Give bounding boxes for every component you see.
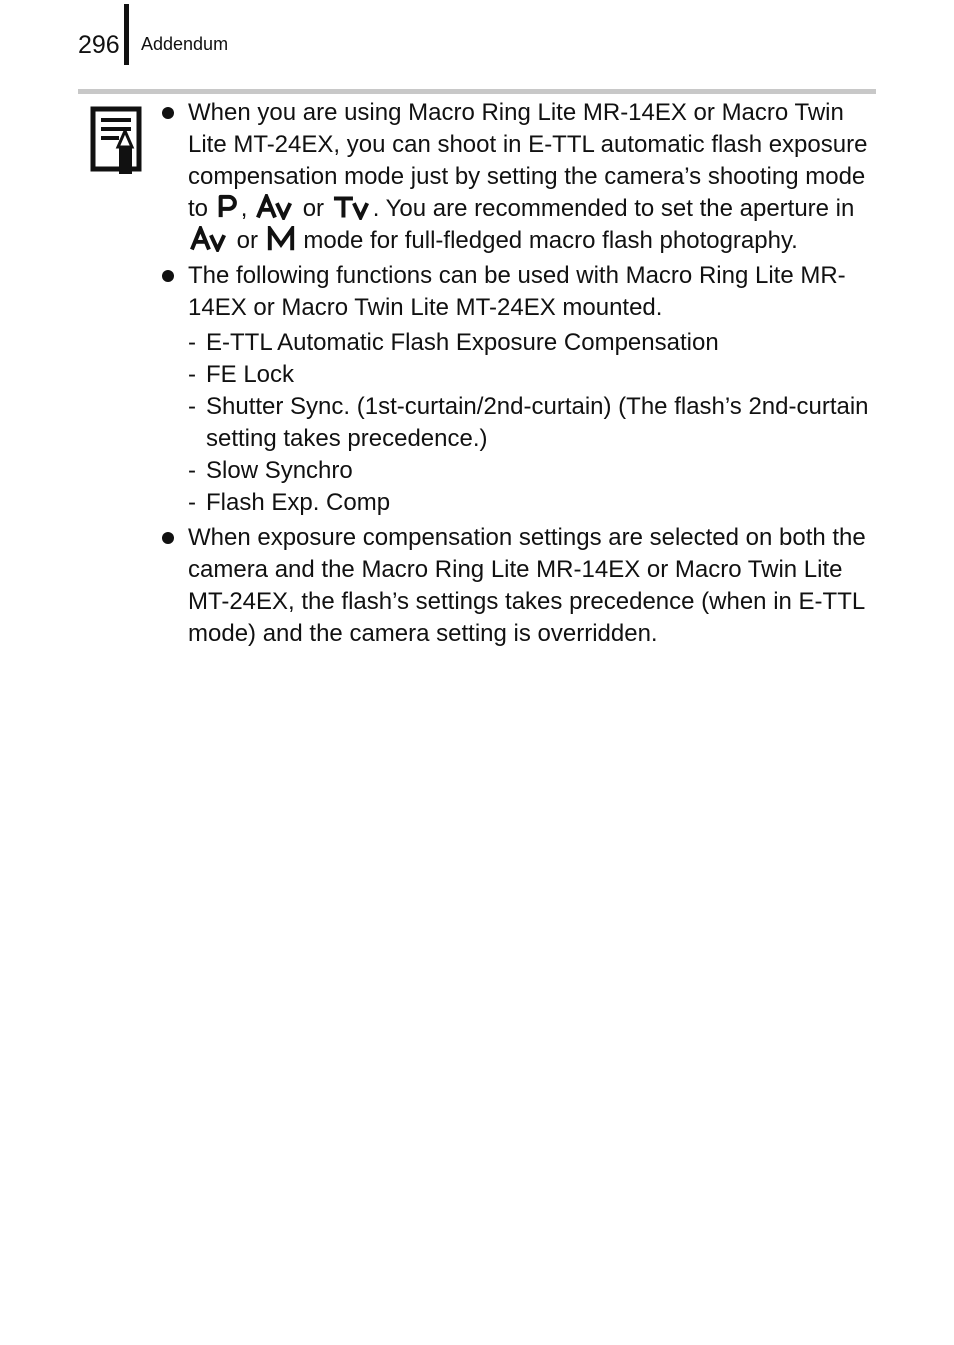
bullet-text: or bbox=[230, 227, 265, 254]
top-rule bbox=[78, 89, 876, 94]
list-item bbox=[162, 455, 874, 487]
header-divider bbox=[124, 4, 129, 65]
bullet-dot bbox=[162, 270, 174, 282]
bullet-text: The following functions can be used with Macro Ring Lite MR-14EX or Macro Twin Lite MT-24EX mounted. bbox=[188, 262, 846, 321]
list-item-text: Shutter Sync. (1st-curtain/2nd-curtain) (The flash’s 2nd-curtain setting takes precedence.) bbox=[206, 393, 869, 452]
page-header bbox=[0, 0, 954, 70]
mode-av-icon bbox=[256, 194, 294, 220]
bullet-dot bbox=[162, 107, 174, 119]
list-item bbox=[162, 487, 874, 519]
note-bullet bbox=[162, 97, 874, 257]
memo-pencil-icon bbox=[90, 104, 146, 176]
list-item bbox=[162, 327, 874, 359]
mode-p-icon bbox=[217, 194, 239, 220]
mode-av-icon bbox=[190, 226, 228, 252]
bullet-text: When exposure compensation settings are selected on both the camera and the Macro Ring Lite MR-14EX or Macro Twin Lite MT-24EX, the flash’s settings takes precedence (when in E-TTL mode) and the camera setting is overridden. bbox=[188, 524, 866, 647]
bullet-text: or bbox=[296, 195, 331, 222]
mode-m-icon bbox=[267, 226, 295, 252]
mode-tv-icon bbox=[333, 194, 371, 220]
dash: - bbox=[188, 489, 196, 516]
bullet-text: When you are using Macro Ring Lite MR-14EX or Macro Twin Lite MT-24EX, you can shoot in E-TTL automatic flash exposure compensation mode just by setting the camera’s shooting mode to bbox=[188, 99, 868, 222]
function-list bbox=[188, 327, 874, 519]
section-title: Addendum bbox=[141, 34, 229, 54]
list-item-text: FE Lock bbox=[206, 361, 295, 388]
list-item bbox=[162, 391, 874, 455]
dash: - bbox=[188, 329, 196, 356]
list-item-text: E-TTL Automatic Flash Exposure Compensation bbox=[206, 329, 719, 356]
list-item-text: Slow Synchro bbox=[206, 457, 353, 484]
dash: - bbox=[188, 457, 196, 484]
notes-content bbox=[162, 97, 874, 653]
dash: - bbox=[188, 393, 196, 420]
bullet-text: . You are recommended to set the aperture in bbox=[372, 195, 855, 222]
bullet-dot bbox=[162, 532, 174, 544]
page-number: 296 bbox=[78, 31, 120, 59]
list-item bbox=[162, 359, 874, 391]
note-bullet bbox=[162, 522, 874, 650]
dash: - bbox=[188, 361, 196, 388]
bullet-text: , bbox=[240, 195, 255, 222]
note-bullet bbox=[162, 260, 874, 519]
list-item-text: Flash Exp. Comp bbox=[206, 489, 391, 516]
bullet-text: mode for full-fledged macro flash photography. bbox=[296, 227, 798, 254]
